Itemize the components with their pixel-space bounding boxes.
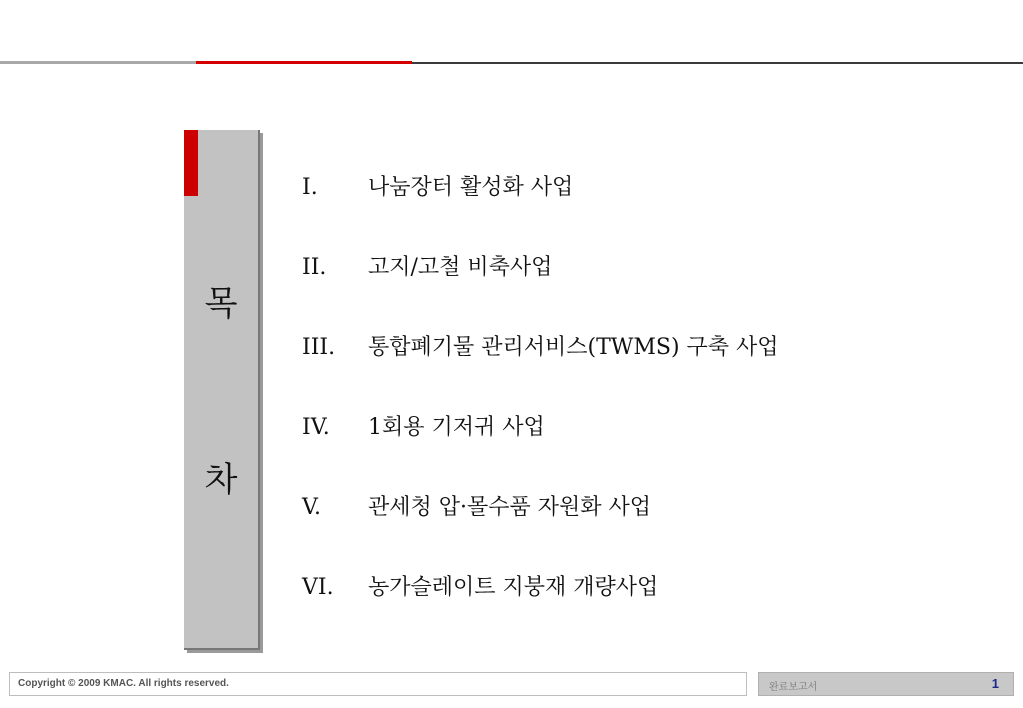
toc-heading-panel — [184, 130, 260, 650]
header-rule-dark — [412, 62, 1023, 64]
footer-page-box — [758, 672, 1014, 696]
toc-item[interactable] — [302, 250, 779, 330]
page-number: 1 — [991, 676, 999, 691]
toc-item[interactable] — [302, 170, 779, 250]
toc-item-number: I. — [302, 175, 318, 200]
toc-item-title: 농가슬레이트 지붕재 개량사업 — [368, 575, 659, 600]
header-rule-gray — [0, 61, 196, 64]
toc-item-number: III. — [302, 335, 336, 360]
footer-copyright: Copyright © 2009 KMAC. All rights reserved. — [18, 678, 229, 689]
toc-item[interactable] — [302, 410, 779, 490]
toc-item-title: 통합폐기물 관리서비스(TWMS) 구축 사업 — [368, 335, 779, 360]
toc-item-number: II. — [302, 255, 327, 280]
toc-item[interactable] — [302, 330, 779, 410]
toc-item-number: IV. — [302, 415, 330, 440]
header-rule-red — [196, 61, 412, 64]
toc-item[interactable] — [302, 570, 779, 650]
toc-heading-char-1: 목 — [204, 284, 238, 324]
footer-copyright-box — [9, 672, 747, 696]
toc-item-title: 나눔장터 활성화 사업 — [368, 175, 574, 200]
toc-item-number: VI. — [302, 575, 334, 600]
toc-item-title: 관세청 압·몰수품 자원화 사업 — [368, 495, 651, 520]
toc-heading-char-2: 차 — [204, 460, 238, 500]
toc-item-title: 고지/고철 비축사업 — [368, 255, 553, 280]
toc-item-title: 1회용 기저귀 사업 — [368, 415, 545, 440]
toc-list — [302, 170, 779, 650]
footer-report-label: 완료보고서 — [769, 682, 818, 693]
toc-accent-bar — [184, 130, 198, 196]
toc-item-number: V. — [302, 495, 322, 520]
toc-item[interactable] — [302, 490, 779, 570]
